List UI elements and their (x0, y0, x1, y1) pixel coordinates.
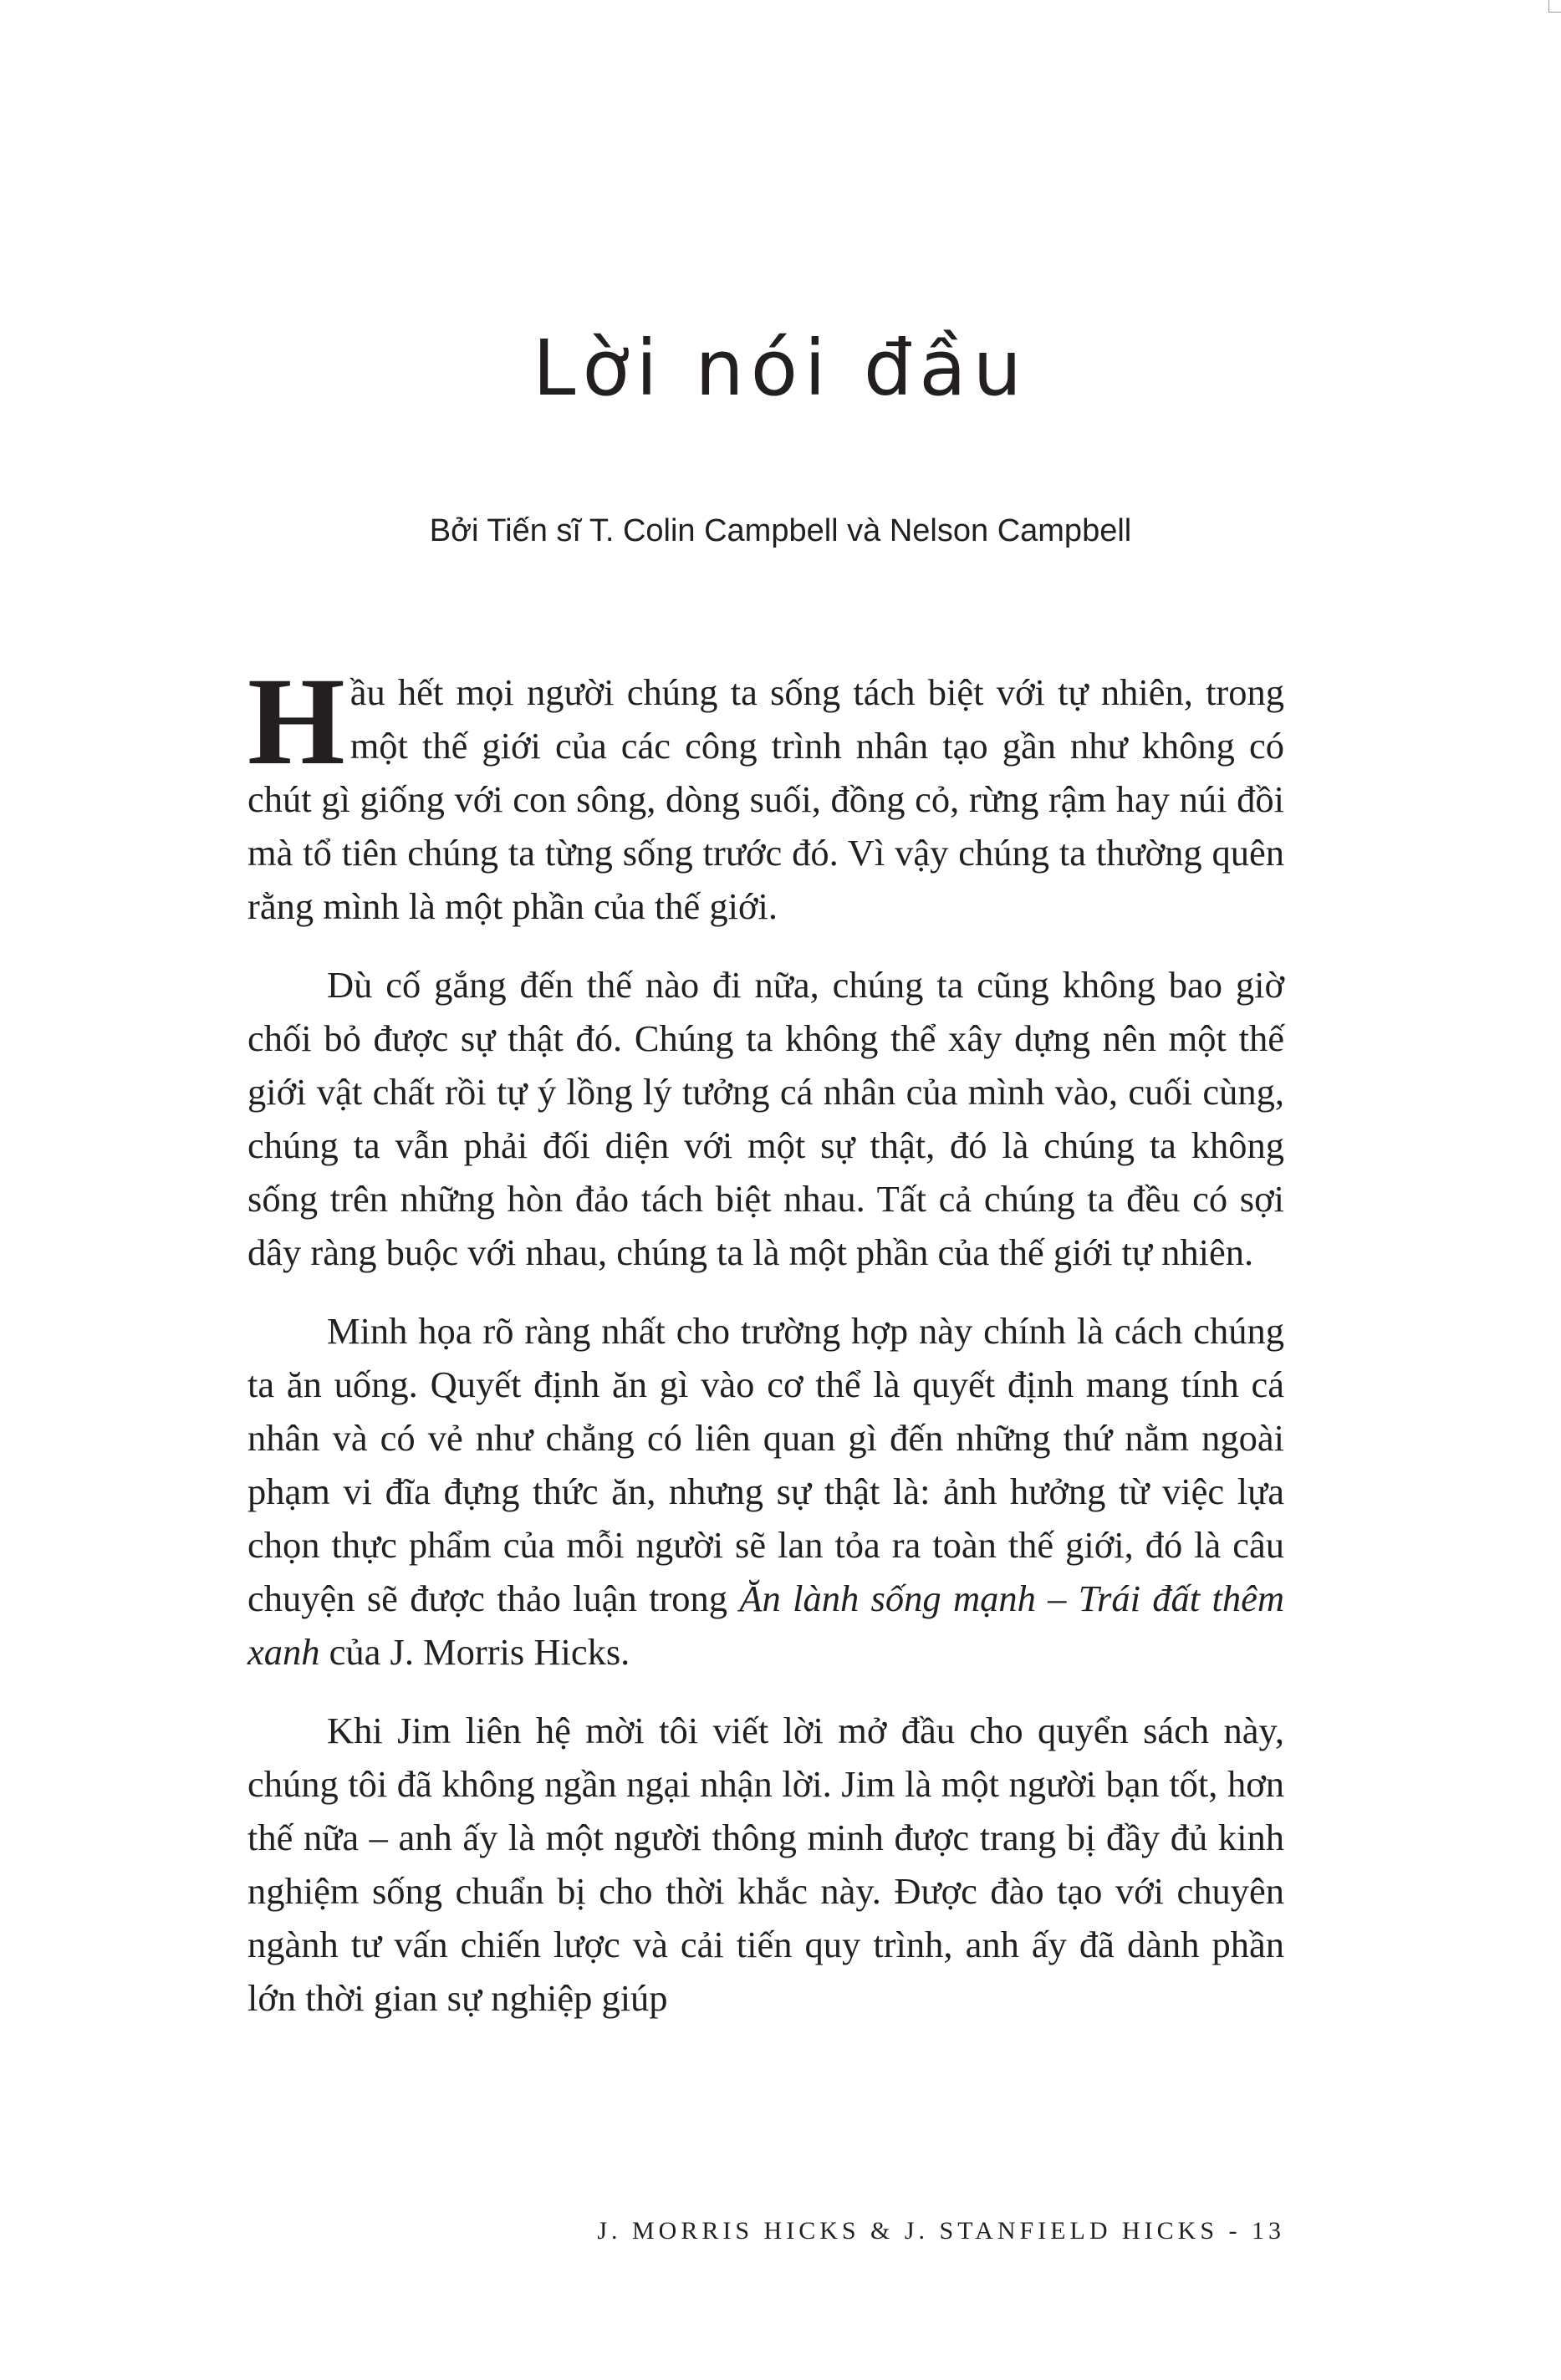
paragraph-3 (247, 1304, 1284, 1679)
running-footer: J. MORRIS HICKS & J. STANFIELD HICKS - 13 (597, 2217, 1285, 2245)
paragraph-4: Khi Jim liên hệ mời tôi viết lời mở đầu cho quyển sách này, chúng tôi đã không ngần ngại nhận lời. Jim là một người bạn tốt, hơn thế nữa – anh ấy là một người thông minh được trang bị đầy đủ kinh nghiệm sống chuẩn bị cho thời khắc này. Được đào tạo với chuyên ngành tư vấn chiến lược và cải tiến quy trình, anh ấy đã dành phần lớn thời gian sự nghiệp giúp (247, 1710, 1284, 2019)
book-title: Ăn lành sống mạnh – Trái đất thêm xanh (247, 1577, 1284, 1673)
body-text (247, 652, 1284, 2050)
crop-mark (1548, 0, 1561, 13)
paragraph-2: Dù cố gắng đến thế nào đi nữa, chúng ta cũng không bao giờ chối bỏ được sự thật đó. Chúng ta không thể xây dựng nên một thế giới vật chất rồi tự ý lồng lý tưởng cá nhân của mình vào, cuối cùng, chúng ta vẫn phải đối diện với một sự thật, đó là chúng ta không sống trên những hòn đảo tách biệt nhau. Tất cả chúng ta đều có sợi dây ràng buộc với nhau, chúng ta là một phần của thế giới tự nhiên. (247, 964, 1284, 1273)
paragraph-3-text: Minh họa rõ ràng nhất cho trường hợp này chính là cách chúng ta ăn uống. Quyết định ăn gì vào cơ thể là quyết định mang tính cá nhân và có vẻ như chẳng có liên quan gì đến những thứ nằm ngoài phạm vi đĩa đựng thức ăn, nhưng sự thật là: ảnh hưởng từ việc lựa chọn thực phẩm của mỗi người sẽ lan tỏa ra toàn thế giới, đó là câu chuyện sẽ được thảo luận trong (247, 1310, 1284, 1619)
paragraph-1-text: ầu hết mọi người chúng ta sống tách biệt với tự nhiên, trong một thế giới của các công trình nhân tạo gần như không có chút gì giống với con sông, dòng suối, đồng cỏ, rừng rậm hay núi đồi mà tổ tiên chúng ta từng sống trước đó. Vì vậy chúng ta thường quên rằng mình là một phần của thế giới. (247, 671, 1284, 927)
drop-cap: H (247, 652, 345, 791)
chapter-byline: Bởi Tiến sĩ T. Colin Campbell và Nelson Campbell (429, 513, 1132, 548)
chapter-title: Lời nói đầu (533, 324, 1028, 413)
paragraph-3-tail: của J. Morris Hicks. (319, 1631, 630, 1673)
paragraph-1 (247, 652, 1284, 933)
